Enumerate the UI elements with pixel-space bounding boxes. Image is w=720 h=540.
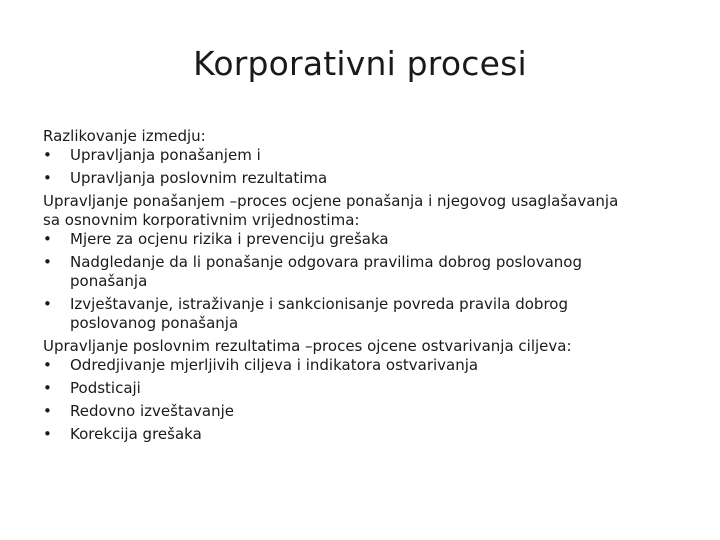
bullet-icon: •: [43, 379, 52, 397]
section1-line2: sa osnovnim korporativnim vrijednostima:: [43, 211, 360, 229]
list-item: [43, 379, 683, 398]
slide-title: Korporativni procesi: [193, 44, 527, 83]
section1-heading: [43, 192, 683, 230]
section1-line1: Upravljanje ponašanjem –proces ocjene ponašanja i njegovog usaglašavanja: [43, 192, 619, 210]
list-item-text: Korekcija grešaka: [70, 425, 202, 443]
list-item-text-cont: poslovanog ponašanja: [70, 314, 239, 332]
bullet-icon: •: [43, 425, 52, 443]
bullet-icon: •: [43, 146, 52, 164]
list-item-text: Redovno izveštavanje: [70, 402, 235, 420]
bullet-icon: •: [43, 253, 52, 271]
list-item-text: Podsticaji: [70, 379, 141, 397]
bullet-icon: •: [43, 402, 52, 420]
list-item: [43, 146, 683, 165]
list-item: [43, 356, 683, 375]
list-item-text: Izvještavanje, istraživanje i sankcionisanje povreda pravila dobrog: [70, 295, 568, 313]
list-item: [43, 295, 683, 333]
list-item: [43, 253, 683, 291]
intro-text: Razlikovanje izmedju:: [43, 127, 206, 145]
list-item: [43, 425, 683, 444]
bullet-icon: •: [43, 295, 52, 313]
list-item-text-cont: ponašanja: [70, 272, 148, 290]
bullet-icon: •: [43, 356, 52, 374]
list-item: [43, 402, 683, 421]
section2-heading: Upravljanje poslovnim rezultatima –proces ojcene ostvarivanja ciljeva:: [43, 337, 572, 355]
list-item-text: Upravljanja poslovnim rezultatima: [70, 169, 328, 187]
list-item: [43, 230, 683, 249]
list-item: [43, 169, 683, 188]
bullet-icon: •: [43, 230, 52, 248]
list-item-text: Nadgledanje da li ponašanje odgovara pravilima dobrog poslovanog: [70, 253, 582, 271]
list-item-text: Upravljanja ponašanjem i: [70, 146, 261, 164]
bullet-icon: •: [43, 169, 52, 187]
list-item-text: Odredjivanje mjerljivih ciljeva i indikatora ostvarivanja: [70, 356, 479, 374]
list-item-text: Mjere za ocjenu rizika i prevenciju grešaka: [70, 230, 389, 248]
slide-body: [43, 127, 683, 448]
